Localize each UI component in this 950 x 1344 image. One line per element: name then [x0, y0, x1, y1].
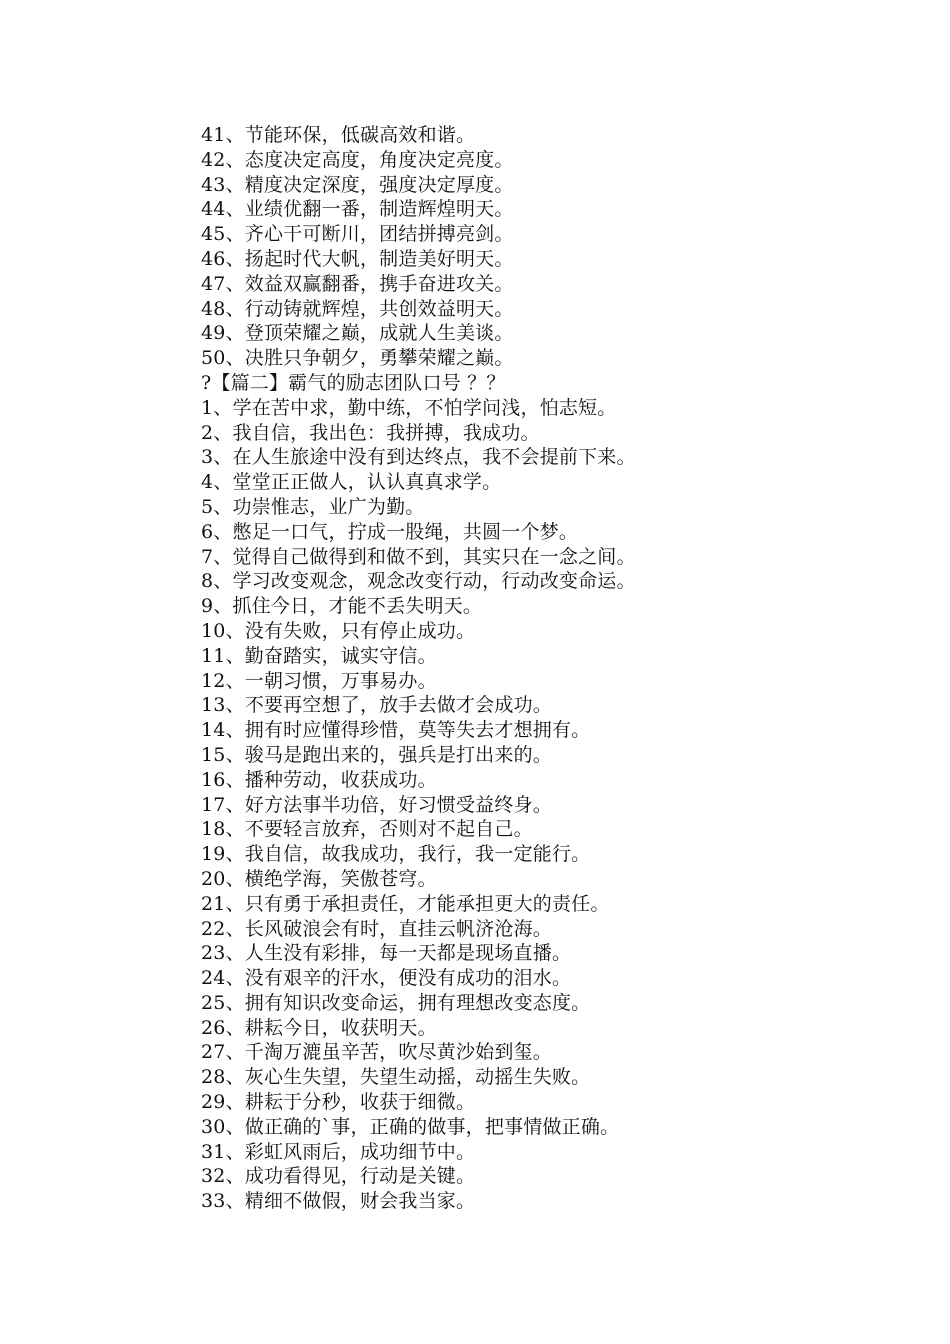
- document-body: [201, 123, 901, 1214]
- slogan-line-44: 44、业绩优翻一番，制造辉煌明天。: [201, 198, 514, 221]
- slogan-line-2: 2、我自信，我出色：我拼搏，我成功。: [201, 421, 540, 444]
- slogan-line-29: 29、耕耘于分秒，收获于细微。: [201, 1091, 476, 1114]
- slogan-line-24: 24、没有艰辛的汗水，便没有成功的泪水。: [201, 967, 572, 990]
- slogan-line-4: 4、堂堂正正做人，认认真真求学。: [201, 471, 502, 494]
- slogan-line-8: 8、学习改变观念，观念改变行动，行动改变命运。: [201, 570, 636, 593]
- slogan-line-45: 45、齐心干可断川，团结拼搏亮剑。: [201, 223, 514, 246]
- slogan-line-7: 7、觉得自己做得到和做不到，其实只在一念之间。: [201, 545, 636, 568]
- slogan-line-49: 49、登顶荣耀之巅，成就人生美谈。: [201, 322, 514, 345]
- slogan-line-30: 30、做正确的`事，正确的做事，把事情做正确。: [201, 1115, 620, 1138]
- slogan-line-16: 16、播种劳动，收获成功。: [201, 768, 437, 791]
- slogan-line-47: 47、效益双赢翻番，携手奋进攻关。: [201, 272, 514, 295]
- slogan-line-22: 22、长风破浪会有时，直挂云帆济沧海。: [201, 917, 552, 940]
- slogan-line-31: 31、彩虹风雨后，成功细节中。: [201, 1140, 476, 1163]
- slogan-line-17: 17、好方法事半功倍，好习惯受益终身。: [201, 793, 552, 816]
- slogan-line-23: 23、人生没有彩排，每一天都是现场直播。: [201, 942, 572, 965]
- slogan-line-46: 46、扬起时代大帆，制造美好明天。: [201, 247, 514, 270]
- section-heading: ?【篇二】霸气的励志团队口号 ？？: [201, 371, 506, 394]
- slogan-line-5: 5、功崇惟志，业广为勤。: [201, 495, 425, 518]
- slogan-line-20: 20、横绝学海，笑傲苍穹。: [201, 867, 437, 890]
- slogan-line-1: 1、学在苦中求，勤中练，不怕学问浅，怕志短。: [201, 396, 617, 419]
- slogan-line-10: 10、没有失败，只有停止成功。: [201, 619, 476, 642]
- slogan-line-32: 32、成功看得见，行动是关键。: [201, 1165, 476, 1188]
- slogan-line-11: 11、勤奋踏实，诚实守信。: [201, 644, 437, 667]
- slogan-line-50: 50、决胜只争朝夕，勇攀荣耀之巅。: [201, 347, 514, 370]
- slogan-line-26: 26、耕耘今日，收获明天。: [201, 1016, 437, 1039]
- slogan-line-48: 48、行动铸就辉煌，共创效益明天。: [201, 297, 514, 320]
- slogan-line-28: 28、灰心生失望，失望生动摇，动摇生失败。: [201, 1066, 591, 1089]
- slogan-line-25: 25、拥有知识改变命运，拥有理想改变态度。: [201, 991, 591, 1014]
- slogan-line-27: 27、千淘万漉虽辛苦，吹尽黄沙始到玺。: [201, 1041, 552, 1064]
- slogan-line-13: 13、不要再空想了，放手去做才会成功。: [201, 694, 552, 717]
- slogan-line-33: 33、精细不做假，财会我当家。: [201, 1190, 476, 1213]
- slogan-line-41: 41、节能环保，低碳高效和谐。: [201, 124, 476, 146]
- slogan-line-15: 15、骏马是跑出来的，强兵是打出来的。: [201, 743, 552, 766]
- slogan-line-19: 19、我自信，故我成功，我行，我一定能行。: [201, 843, 591, 866]
- slogan-line-12: 12、一朝习惯，万事易办。: [201, 669, 437, 692]
- slogan-line-6: 6、憋足一口气，拧成一股绳，共圆一个梦。: [201, 520, 579, 543]
- slogan-line-43: 43、精度决定深度，强度决定厚度。: [201, 173, 514, 196]
- slogan-line-14: 14、拥有时应懂得珍惜，莫等失去才想拥有。: [201, 719, 591, 742]
- slogan-line-18: 18、不要轻言放弃，否则对不起自己。: [201, 818, 533, 841]
- slogan-line-9: 9、抓住今日，才能不丢失明天。: [201, 595, 483, 618]
- slogan-line-21: 21、只有勇于承担责任，才能承担更大的责任。: [201, 892, 610, 915]
- slogan-line-42: 42、态度决定高度，角度决定亮度。: [201, 148, 514, 171]
- slogan-line-3: 3、在人生旅途中没有到达终点，我不会提前下来。: [201, 446, 636, 469]
